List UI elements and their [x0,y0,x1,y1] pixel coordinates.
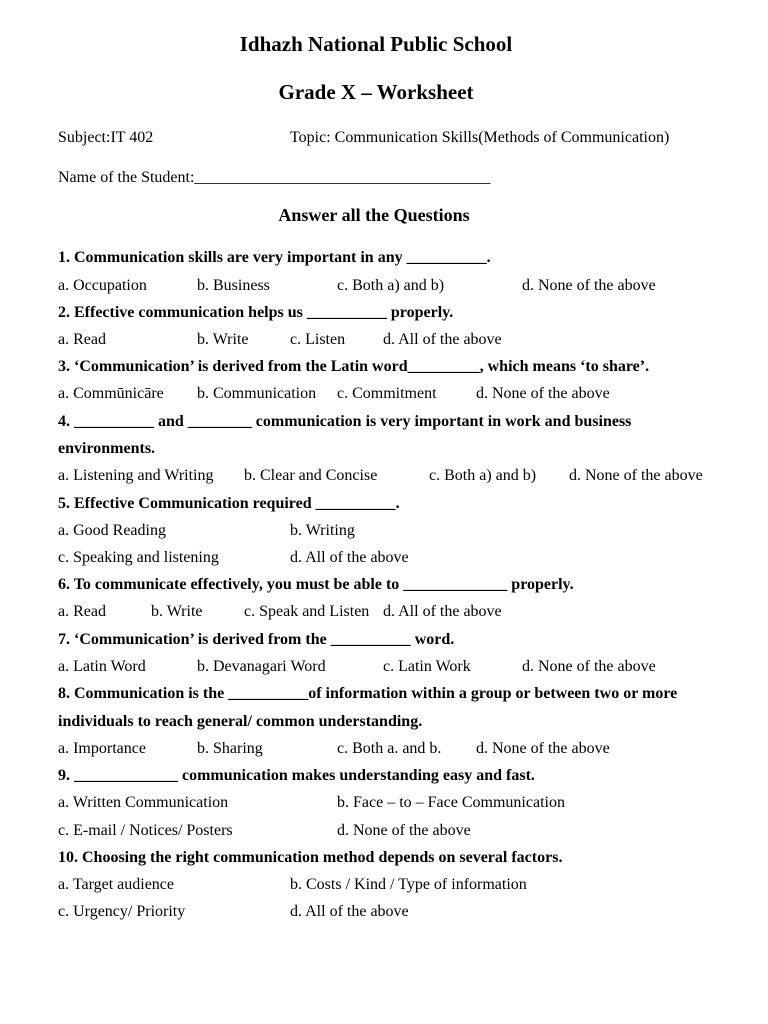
school-name: Idhazh National Public School [239,32,513,56]
question-8-line-2: individuals to reach general/ common understanding. [58,713,423,730]
q5-option-c[interactable]: c. Speaking and listening [58,549,219,566]
question-10: 10. Choosing the right communication method depends on several factors. [58,849,563,866]
question-4-line-2: environments. [58,440,156,457]
q8-option-b[interactable]: b. Sharing [197,740,263,757]
q2-option-a[interactable]: a. Read [58,331,106,348]
topic-label: Topic: Communication Skills(Methods of Communication) [290,129,670,146]
q9-option-d[interactable]: d. None of the above [337,822,471,839]
question-8-line-1: 8. Communication is the __________of information within a group or between two or more [58,685,678,702]
worksheet-title: Grade X – Worksheet [278,80,474,104]
q6-option-d[interactable]: d. All of the above [383,603,502,620]
q7-option-d[interactable]: d. None of the above [522,658,656,675]
q6-option-b[interactable]: b. Write [151,603,203,620]
q5-option-b[interactable]: b. Writing [290,522,355,539]
q7-option-b[interactable]: b. Devanagari Word [197,658,326,675]
q1-option-b[interactable]: b. Business [197,277,270,294]
q2-option-d[interactable]: d. All of the above [383,331,502,348]
q6-option-c[interactable]: c. Speak and Listen [244,603,370,620]
question-4-line-1: 4. __________ and ________ communication is very important in work and business [58,413,632,430]
subject-label: Subject:IT 402 [58,129,154,146]
q7-option-c[interactable]: c. Latin Work [383,658,471,675]
q8-option-c[interactable]: c. Both a. and b. [337,740,442,757]
q8-option-d[interactable]: d. None of the above [476,740,610,757]
q4-option-a[interactable]: a. Listening and Writing [58,467,214,484]
question-1: 1. Communication skills are very important in any __________. [58,249,491,266]
q10-option-c[interactable]: c. Urgency/ Priority [58,903,186,920]
q3-option-b[interactable]: b. Communication [197,385,317,402]
q8-option-a[interactable]: a. Importance [58,740,146,757]
q5-option-a[interactable]: a. Good Reading [58,522,166,539]
q1-option-a[interactable]: a. Occupation [58,277,147,294]
q2-option-b[interactable]: b. Write [197,331,249,348]
q9-option-c[interactable]: c. E-mail / Notices/ Posters [58,822,233,839]
q3-option-c[interactable]: c. Commitment [337,385,437,402]
question-7: 7. ‘Communication’ is derived from the __________ word. [58,631,455,648]
question-9: 9. _____________ communication makes understanding easy and fast. [58,767,535,784]
q10-option-a[interactable]: a. Target audience [58,876,175,893]
q4-option-b[interactable]: b. Clear and Concise [244,467,378,484]
question-2: 2. Effective communication helps us __________ properly. [58,304,454,321]
q3-option-d[interactable]: d. None of the above [476,385,610,402]
q6-option-a[interactable]: a. Read [58,603,106,620]
q5-option-d[interactable]: d. All of the above [290,549,409,566]
q9-option-a[interactable]: a. Written Communication [58,794,229,811]
question-6: 6. To communicate effectively, you must be able to _____________ properly. [58,576,574,593]
q7-option-a[interactable]: a. Latin Word [58,658,146,675]
question-5: 5. Effective Communication required __________. [58,495,400,512]
q2-option-c[interactable]: c. Listen [290,331,346,348]
q9-option-b[interactable]: b. Face – to – Face Communication [337,794,565,811]
q1-option-c[interactable]: c. Both a) and b) [337,277,445,294]
q4-option-c[interactable]: c. Both a) and b) [429,467,537,484]
instruction-heading: Answer all the Questions [278,205,470,225]
q1-option-d[interactable]: d. None of the above [522,277,656,294]
q10-option-d[interactable]: d. All of the above [290,903,409,920]
q4-option-d[interactable]: d. None of the above [569,467,703,484]
q3-option-a[interactable]: a. Commūnicāre [58,385,164,402]
student-name-field[interactable]: Name of the Student:_____________________________________ [58,169,491,186]
question-3: 3. ‘Communication’ is derived from the Latin word_________, which means ‘to share’. [58,358,650,375]
q10-option-b[interactable]: b. Costs / Kind / Type of information [290,876,527,893]
